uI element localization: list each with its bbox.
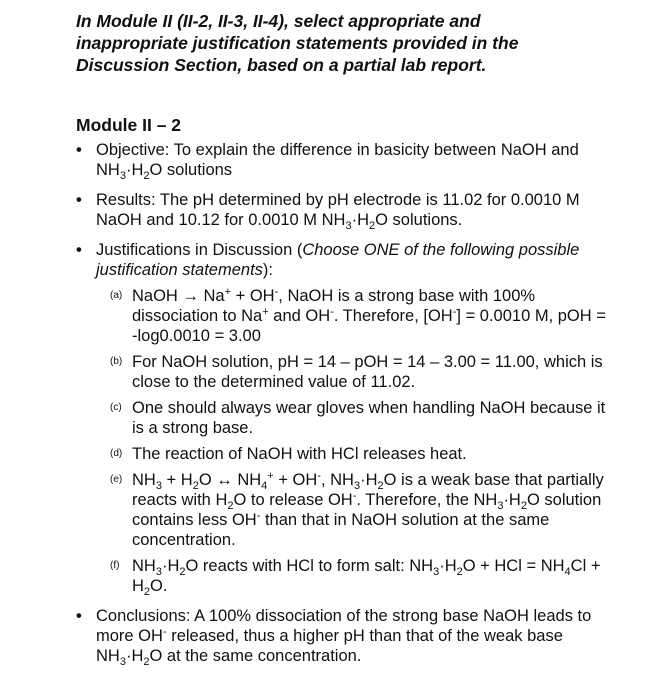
option-tag: (e) [110,474,123,485]
justification-options [110,286,606,596]
heading-line-1: In Module II (II-2, II-3, II-4), select appropriate and [76,11,481,31]
heading-line-2: inappropriate justification statements provided in the [76,33,519,53]
bullet-marker: • [76,191,82,209]
results-text: The pH determined by pH electrode is 11.02 for 0.0010 M NaOH and 10.12 for 0.0010 M $NH_3\cdot H_2O$ solutions. [96,191,580,232]
objective-text: To explain the difference in basicity between NaOH and $NH_3\cdot H_2O$ solutions [96,141,579,182]
bullet-marker: • [76,241,82,259]
option-text: $NH_3\cdot H_2O$ reacts with HCl to form salt: $NH_3\cdot H_2O$ + HCl = $NH_4Cl + H_2O$. [132,557,601,598]
option-f [110,556,606,596]
option-c [110,398,606,438]
heading-line-3: Discussion Section, based on a partial lab report. [76,55,487,75]
option-text: The reaction of NaOH with HCl releases heat. [132,445,467,463]
bullet-marker: • [76,607,82,625]
justifications-bullet [76,240,606,596]
option-text: One should always wear gloves when handling NaOH because it is a strong base. [132,399,606,437]
option-b [110,352,606,392]
option-text: NaOH → Na+ + OH-, NaOH is a strong base with 100% dissociation to Na+ and OH-. Therefore, [OH-] = 0.0010 M, pOH = -log0.0010 = 3.00 [132,286,606,345]
conclusions-text: A 100% dissociation of the strong base NaOH leads to more OH- released, thus a higher pH than that of the weak base $NH_3\cdot H_2O$ at the same concentration. [96,607,592,668]
objective-bullet [76,140,606,180]
option-d [110,444,606,464]
instructions-heading [76,10,596,76]
bullet-marker: • [76,141,82,159]
option-text: $NH_3 + H_2O$ ↔ $NH_4^+ + OH^-$, $NH_3\cdot H_2O$ is a weak base that partially reacts with $H_2O$ to release OH-. Therefore, the $NH_3\cdot H_2O$ solution contains less OH- than that in NaOH solution at the same concentration. [132,470,604,549]
option-tag: (a) [110,290,123,301]
option-e [110,470,606,550]
option-tag: (c) [110,402,122,413]
objective-label: Objective: [96,141,170,159]
conclusions-bullet [76,606,606,666]
option-text: For NaOH solution, pH = 14 – pOH = 14 – 3.00 = 11.00, which is close to the determined value of 11.02. [132,353,603,391]
option-tag: (f) [110,560,120,571]
option-tag: (d) [110,448,123,459]
option-a [110,286,606,346]
report-bullets [76,140,606,676]
results-bullet [76,190,606,230]
module-title: Module II – 2 [76,115,182,135]
results-label: Results: [96,191,156,209]
option-tag: (b) [110,356,123,367]
conclusions-label: Conclusions: [96,607,191,625]
justifications-label: Justifications in Discussion (Choose ONE of the following possible justification statements): [96,241,580,279]
